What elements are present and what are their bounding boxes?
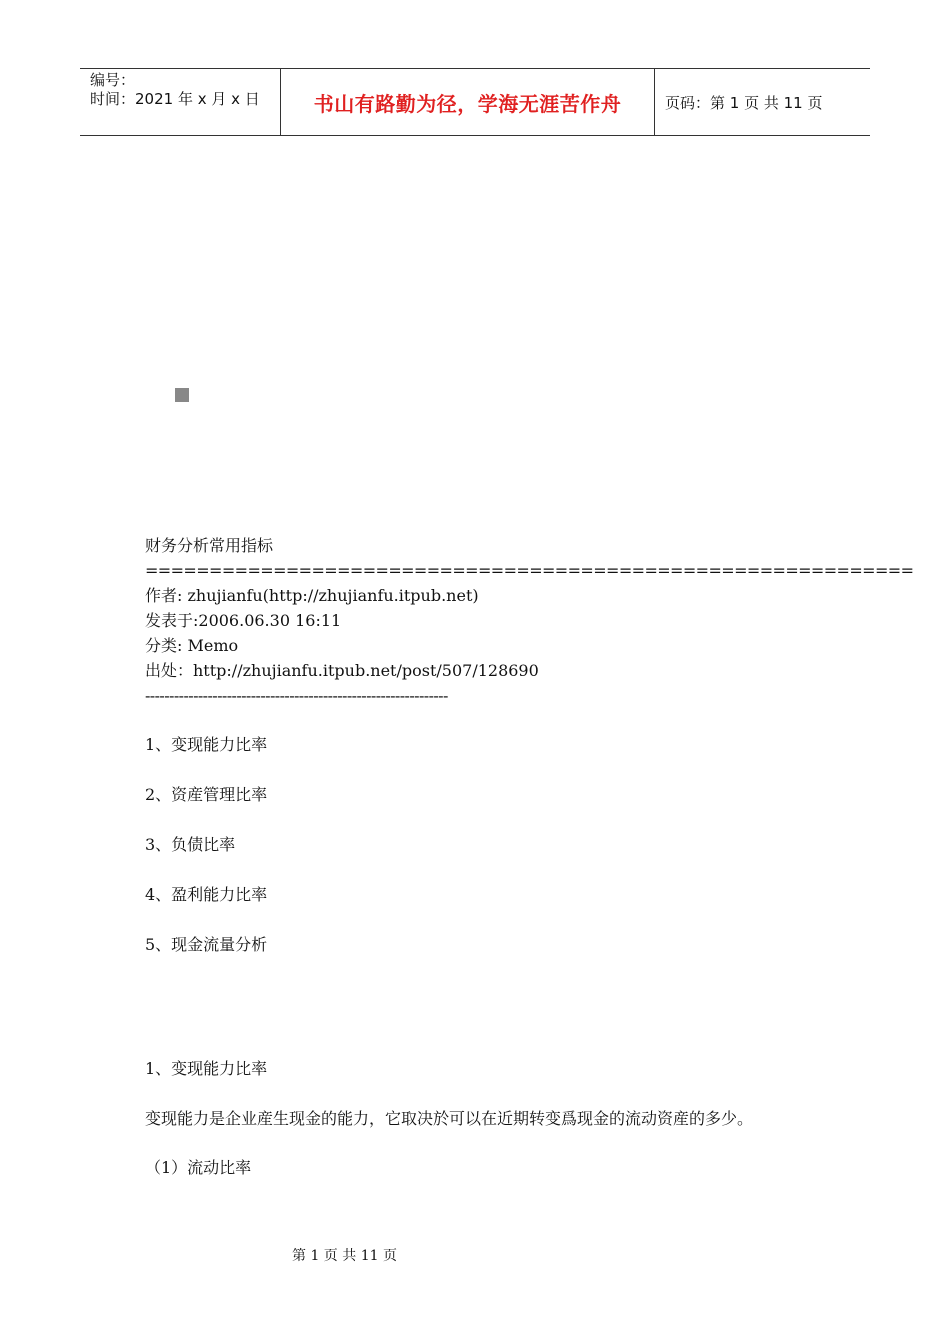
page-header (80, 68, 870, 136)
header-meta-cell (80, 69, 281, 135)
toc-item: 2、资産管理比率 (145, 785, 268, 804)
section-heading: 1、变现能力比率 (145, 1059, 268, 1078)
toc-item: 4、盈利能力比率 (145, 885, 268, 904)
page-code: 页码：第 1 页 共 11 页 (665, 93, 823, 112)
time-label: 时间：2021 年 x 月 x 日 (90, 90, 260, 108)
document-title: 财务分析常用指标 (145, 536, 274, 555)
toc-item: 1、变现能力比率 (145, 735, 268, 754)
category-line: 分类: Memo (145, 636, 239, 655)
toc-item: 3、负债比率 (145, 835, 236, 854)
section-paragraph: 变现能力是企业産生现金的能力，它取决於可以在近期转变爲现金的流动资産的多少。 (145, 1109, 754, 1128)
published-line: 发表于:2006.06.30 16:11 (145, 611, 342, 630)
page-footer: 第 1 页 共 11 页 (292, 1248, 397, 1264)
number-label: 编号： (90, 71, 136, 89)
equals-rule: ============================================================ (145, 561, 914, 580)
subsection-heading: （1）流动比率 (145, 1158, 252, 1177)
placeholder-image-icon (175, 388, 189, 402)
header-page-cell (655, 69, 870, 135)
motto-text: 书山有路勤为径，学海无涯苦作舟 (313, 91, 622, 116)
header-motto-cell (281, 69, 655, 135)
source-line: 出处：http://zhujianfu.itpub.net/post/507/128690 (145, 661, 539, 680)
dash-rule: --------------------------------------------------------------- (145, 686, 448, 705)
toc-item: 5、现金流量分析 (145, 935, 268, 954)
author-line: 作者: zhujianfu(http://zhujianfu.itpub.net) (145, 586, 479, 605)
